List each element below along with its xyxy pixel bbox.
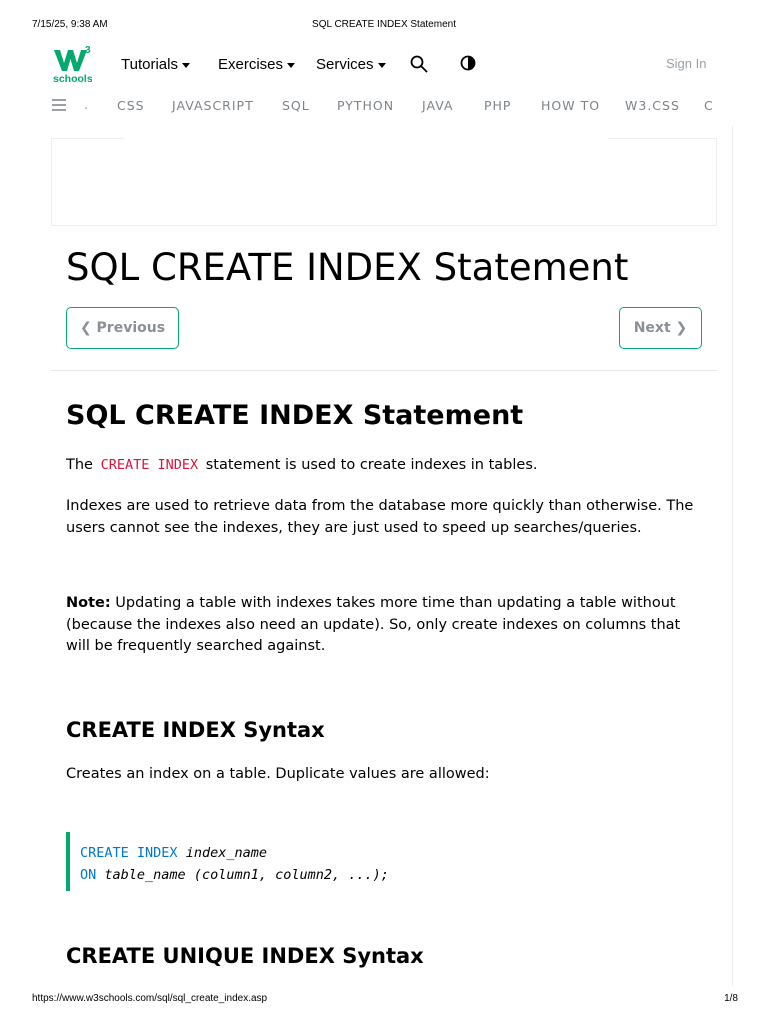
intro-text-before: The — [66, 457, 93, 473]
inline-code: CREATE INDEX — [100, 457, 199, 473]
caret-down-icon — [378, 63, 386, 68]
code-line-2 — [80, 864, 706, 886]
indexes-paragraph: Indexes are used to retrieve data from the database more quickly than otherwise. The users cannot see the indexes, they are just used to speed up searches/queries. — [66, 498, 694, 536]
print-header — [0, 19, 768, 33]
previous-button[interactable]: ❮ Previous — [66, 307, 179, 349]
nav-tutorials[interactable] — [121, 56, 190, 73]
code-identifier: index_name — [185, 845, 267, 861]
next-button[interactable]: Next ❯ — [619, 307, 702, 349]
subject-navbar — [0, 96, 740, 118]
subnav-item-php[interactable]: PHP — [484, 98, 512, 113]
note-label: Note: — [66, 595, 111, 611]
svg-text:3: 3 — [85, 45, 91, 56]
syntax-description: Creates an index on a table. Duplicate values are allowed: — [66, 766, 490, 782]
subnav-item-css[interactable]: CSS — [117, 98, 145, 113]
caret-down-icon — [287, 63, 295, 68]
unique-syntax-heading: CREATE UNIQUE INDEX Syntax — [66, 944, 424, 968]
divider — [51, 370, 717, 371]
sign-in-link[interactable]: Sign In — [666, 56, 707, 71]
subnav-item-python[interactable]: PYTHON — [337, 98, 395, 113]
nav-services-label: Services — [316, 56, 374, 73]
subnav-item-java[interactable]: JAVA — [422, 98, 454, 113]
top-navbar — [0, 40, 768, 88]
subnav-item-sql[interactable]: SQL — [282, 98, 310, 113]
w3-logo-icon — [52, 44, 92, 84]
code-keyword: CREATE INDEX — [80, 845, 178, 861]
hamburger-menu-icon[interactable] — [52, 99, 66, 114]
print-doc-title: SQL CREATE INDEX Statement — [312, 19, 456, 30]
syntax-code-block — [66, 832, 706, 891]
search-icon[interactable] — [410, 55, 428, 73]
svg-text:schools: schools — [53, 73, 92, 84]
print-url: https://www.w3schools.com/sql/sql_create_index.asp — [32, 993, 268, 1004]
print-datetime: 7/15/25, 9:38 AM — [32, 19, 108, 30]
code-keyword: ON — [80, 867, 97, 883]
ad-placeholder-gap — [124, 137, 608, 139]
intro-text-after: statement is used to create indexes in tables. — [205, 457, 538, 473]
caret-down-icon — [182, 63, 190, 68]
code-identifier: table_name (column1, column2, ...); — [104, 867, 389, 883]
section-heading: SQL CREATE INDEX Statement — [66, 400, 524, 431]
note-paragraph — [66, 593, 706, 658]
subnav-item-w3css[interactable]: W3.CSS — [625, 98, 680, 113]
contrast-toggle-icon[interactable] — [460, 55, 476, 71]
subnav-item-c[interactable]: C — [704, 98, 714, 113]
ad-placeholder — [51, 138, 717, 226]
nav-services[interactable] — [316, 56, 386, 73]
nav-tutorials-label: Tutorials — [121, 56, 178, 73]
w3schools-logo[interactable] — [52, 44, 92, 84]
print-footer — [0, 993, 768, 1007]
code-line-1 — [80, 842, 706, 864]
intro-paragraph — [66, 455, 706, 477]
page-edge-line — [732, 126, 733, 986]
subnav-item-howto[interactable]: HOW TO — [541, 98, 601, 113]
page-title: SQL CREATE INDEX Statement — [66, 246, 629, 289]
subnav-item-javascript[interactable]: JAVASCRIPT — [172, 98, 254, 113]
subnav-dot: . — [84, 98, 89, 113]
nav-exercises-label: Exercises — [218, 56, 284, 73]
syntax-heading: CREATE INDEX Syntax — [66, 718, 325, 742]
note-text: Updating a table with indexes takes more time than updating a table without (because the indexes also need an update). So, only create indexes on columns that will be frequently searched against. — [66, 595, 681, 654]
print-page-number: 1/8 — [724, 993, 738, 1004]
nav-exercises[interactable] — [218, 56, 295, 73]
